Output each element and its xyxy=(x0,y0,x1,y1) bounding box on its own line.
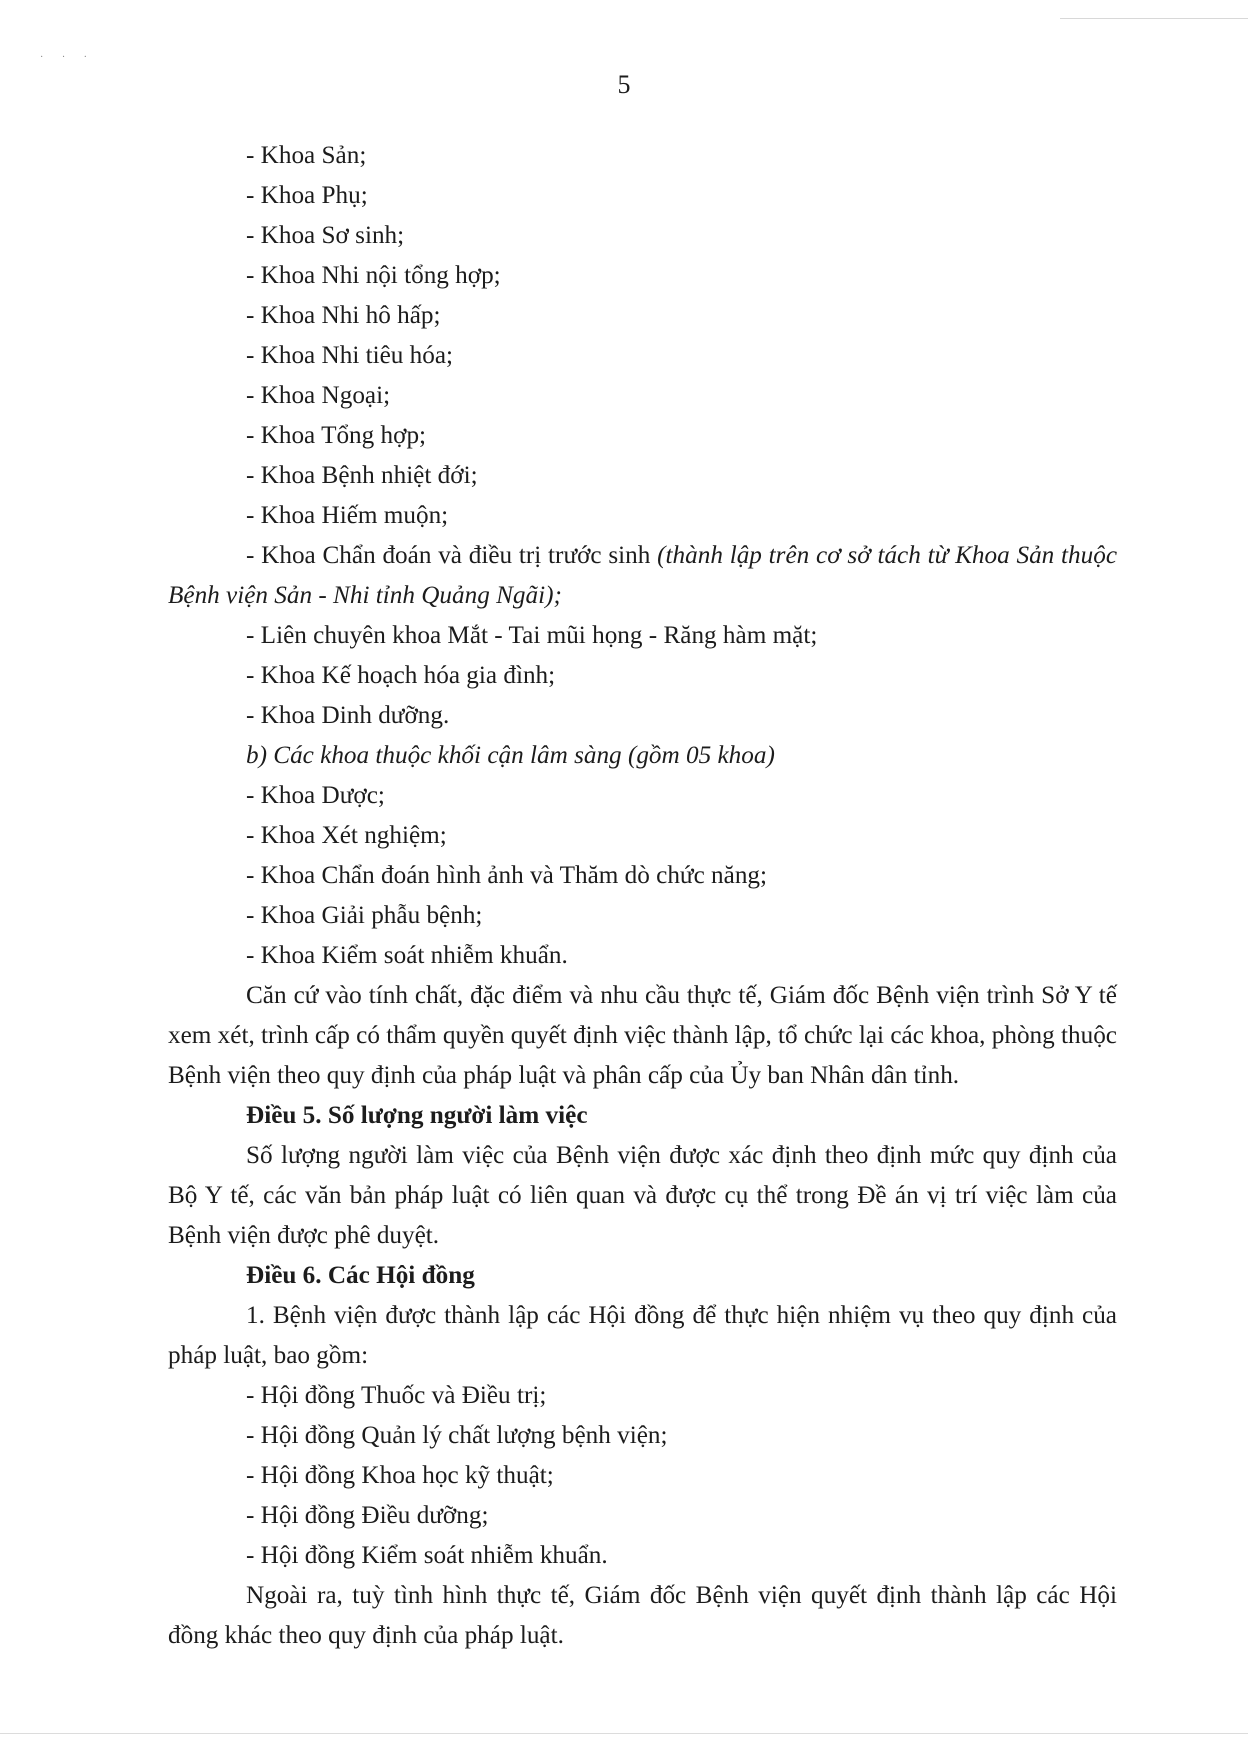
page-number: 5 xyxy=(617,70,631,99)
article-5-heading: Điều 5. Số lượng người làm việc xyxy=(246,1102,588,1129)
list-item: - Khoa Bệnh nhiệt đới; xyxy=(246,462,478,489)
article-6-intro: 1. Bệnh viện được thành lập các Hội đồng để thực hiện nhiệm vụ theo quy định của pháp luật, bao gồm: xyxy=(168,1302,1117,1369)
article-6-closing: Ngoài ra, tuỳ tình hình thực tế, Giám đốc Bệnh viện quyết định thành lập các Hội đồng khác theo quy định của pháp luật. xyxy=(168,1582,1117,1649)
list-item-prenatal xyxy=(168,536,1117,616)
list-item: - Hội đồng Kiểm soát nhiễm khuẩn. xyxy=(246,1542,608,1569)
scan-edge-line xyxy=(1060,18,1248,19)
list-item: - Khoa Dinh dưỡng. xyxy=(246,702,450,729)
article-6-heading: Điều 6. Các Hội đồng xyxy=(246,1262,475,1289)
list-item: - Hội đồng Điều dưỡng; xyxy=(246,1502,489,1529)
scan-specks: · · · xyxy=(40,52,95,63)
list-item: - Khoa Nhi nội tổng hợp; xyxy=(246,262,501,289)
list-item: - Hội đồng Khoa học kỹ thuật; xyxy=(246,1462,554,1489)
list-item: - Hội đồng Quản lý chất lượng bệnh viện; xyxy=(246,1422,668,1449)
list-item-text: - Khoa Chẩn đoán và điều trị trước sinh xyxy=(246,542,658,569)
list-item: - Khoa Nhi hô hấp; xyxy=(246,302,441,329)
list-item: - Liên chuyên khoa Mắt - Tai mũi họng - Răng hàm mặt; xyxy=(246,622,818,649)
list-item: - Khoa Sơ sinh; xyxy=(246,222,405,249)
list-item: - Khoa Ngoại; xyxy=(246,382,391,409)
list-item: - Khoa Giải phẫu bệnh; xyxy=(246,902,483,929)
list-item: - Khoa Kiểm soát nhiễm khuẩn. xyxy=(246,942,568,969)
subclinical-department-list xyxy=(168,776,1117,976)
list-item: - Khoa Nhi tiêu hóa; xyxy=(246,342,454,369)
list-item: - Hội đồng Thuốc và Điều trị; xyxy=(246,1382,547,1409)
clinical-department-list xyxy=(168,136,1117,736)
list-item: - Khoa Tổng hợp; xyxy=(246,422,427,449)
list-item-note: (thành lập trên cơ sở tách từ Khoa Sản thuộc Bệnh viện Sản - Nhi tỉnh Quảng Ngãi); xyxy=(168,542,1117,609)
council-list xyxy=(168,1376,1117,1576)
subclinical-heading: b) Các khoa thuộc khối cận lâm sàng (gồm 05 khoa) xyxy=(246,742,775,769)
list-item: - Khoa Dược; xyxy=(246,782,385,809)
list-item: - Khoa Phụ; xyxy=(246,182,368,209)
article-5-paragraph: Số lượng người làm việc của Bệnh viện được xác định theo định mức quy định của Bộ Y tế, các văn bản pháp luật có liên quan và được cụ thể trong Đề án vị trí việc làm của Bệnh viện được phê duyệt. xyxy=(168,1142,1117,1249)
list-item: - Khoa Kế hoạch hóa gia đình; xyxy=(246,662,556,689)
reorganization-paragraph: Căn cứ vào tính chất, đặc điểm và nhu cầu thực tế, Giám đốc Bệnh viện trình Sở Y tế xem xét, trình cấp có thẩm quyền quyết định việc thành lập, tổ chức lại các khoa, phòng thuộc Bệnh viện theo quy định của pháp luật và phân cấp của Ủy ban Nhân dân tỉnh. xyxy=(168,982,1117,1089)
list-item: - Khoa Chẩn đoán hình ảnh và Thăm dò chức năng; xyxy=(246,862,768,889)
list-item: - Khoa Hiếm muộn; xyxy=(246,502,449,529)
document-body xyxy=(168,136,1117,1656)
list-item: - Khoa Sản; xyxy=(246,142,367,169)
list-item: - Khoa Xét nghiệm; xyxy=(246,822,447,849)
scan-edge-line xyxy=(0,1733,1248,1734)
